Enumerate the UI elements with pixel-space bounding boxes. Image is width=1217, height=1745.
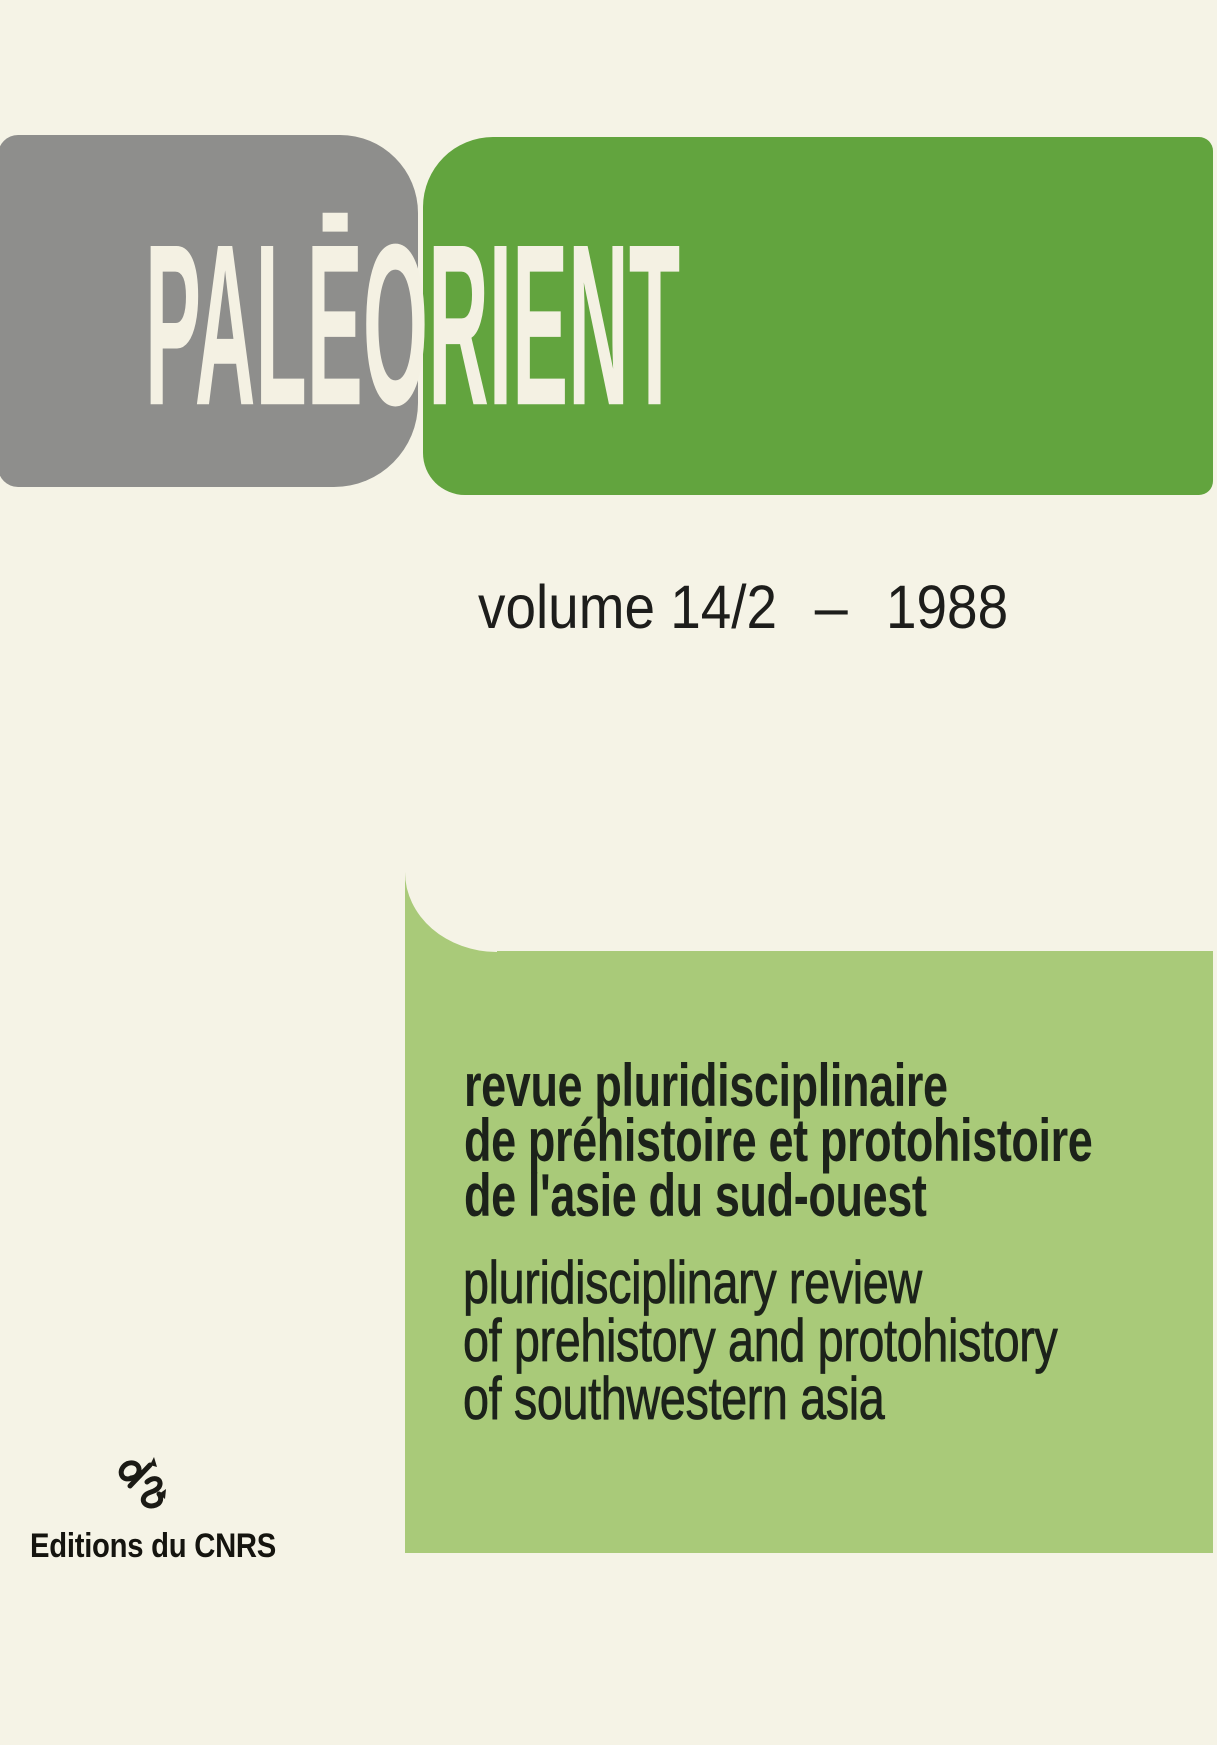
subtitle-english-line3: of southwestern asia	[463, 1365, 885, 1432]
subtitle-english-line2: of prehistory and protohistory	[463, 1307, 1058, 1374]
subtitle-french-line2: de préhistoire et protohistoire	[464, 1107, 1093, 1174]
volume-line	[478, 572, 1008, 642]
subtitle-french-line3: de l'asie du sud-ouest	[464, 1162, 927, 1229]
cnrs-logo	[114, 1456, 188, 1514]
dash-separator: —	[815, 573, 849, 641]
journal-title: PALĒORIENT	[145, 197, 681, 455]
subtitle-panel-notch	[405, 872, 497, 952]
subtitle-french-line1: revue pluridisciplinaire	[464, 1052, 948, 1119]
publisher-name: Editions du CNRS	[30, 1527, 277, 1565]
subtitle-english	[463, 1249, 1058, 1432]
subtitle-english-line1: pluridisciplinary review	[463, 1249, 922, 1316]
subtitle-french	[464, 1052, 1093, 1229]
volume-year: 1988	[885, 573, 1009, 641]
subtitle-panel-notch-curve	[405, 872, 497, 952]
volume-number: volume 14/2	[478, 573, 778, 641]
